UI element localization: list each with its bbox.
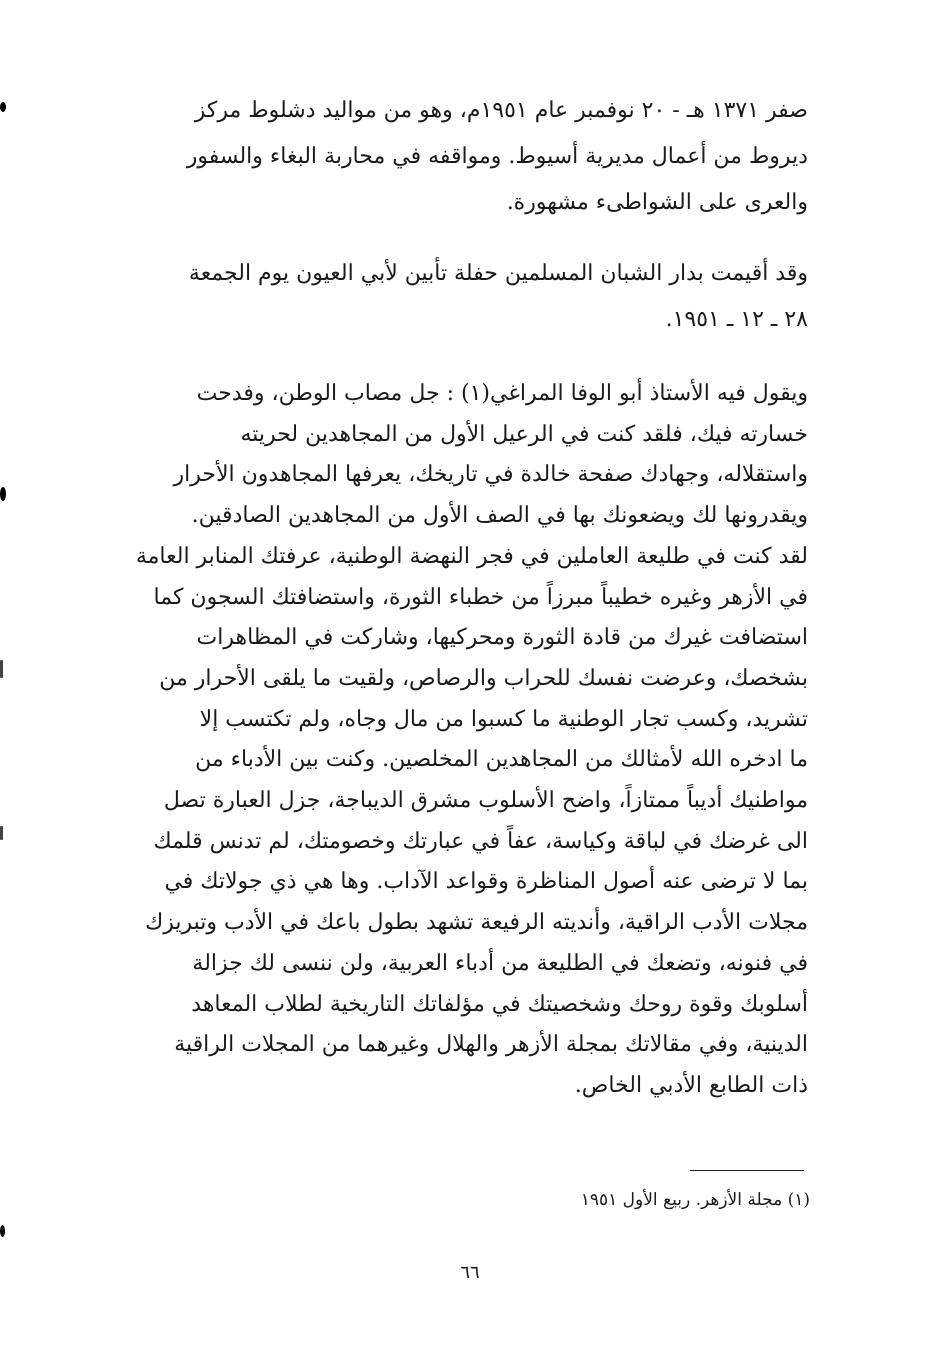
paragraph-2 <box>108 251 808 343</box>
scan-edge-mark <box>0 1225 5 1237</box>
text-line: ما ادخره الله لأمثالك من المجاهدين المخلصين. وكنت بين الأدباء من <box>195 747 808 773</box>
text-line: الى غرضك في لباقة وكياسة، عفاً في عبارتك وخصومتك، لم تدنس قلمك <box>153 828 808 854</box>
text-line: لقد كنت في طليعة العاملين في فجر النهضة الوطنية، عرفتك المنابر العامة <box>135 543 808 569</box>
scan-edge-mark <box>0 487 6 501</box>
paragraph-3 <box>108 374 808 1107</box>
scan-edge-mark <box>0 660 3 678</box>
text-line: وقد أقيمت بدار الشبان المسلمين حفلة تأبين لأبي العيون يوم الجمعة <box>188 261 808 286</box>
text-line: ذات الطابع الأدبي الخاص. <box>574 1072 808 1098</box>
text-line: واستقلاله، وجهادك صفحة خالدة في تاريخك، يعرفها المجاهدون الأحرار <box>173 462 808 488</box>
footnote-separator <box>690 1170 804 1171</box>
paragraph-1 <box>108 88 808 226</box>
text-line: بما لا ترضى عنه أصول المناظرة وقواعد الآداب. وها هي ذي جولاتك في <box>164 869 808 895</box>
scan-edge-mark <box>0 826 3 840</box>
text-line: مواطنيك أديباً ممتازاً، واضح الأسلوب مشرق الديباجة، جزل العبارة تصل <box>163 788 808 814</box>
text-line: ويقول فيه الأستاذ أبو الوفا المراغي(١) : جل مصاب الوطن، وفدحت <box>196 381 808 406</box>
text-line: مجلات الأدب الراقية، وأنديته الرفيعة تشهد بطول باعك في الأدب وتبريزك <box>145 910 808 936</box>
text-line: في فنونه، وتضعك في الطليعة من أدباء العربية، ولن ننسى لك جزالة <box>192 950 808 976</box>
scan-edge-mark <box>0 102 6 112</box>
text-line: الدينية، وفي مقالاتك بمجلة الأزهر والهلال وغيرهما من المجلات الراقية <box>174 1032 808 1058</box>
text-line: بشخصك، وعرضت نفسك للحراب والرصاص، ولقيت ما يلقى الأحرار من <box>159 665 808 691</box>
page-number: ٦٦ <box>460 1262 480 1283</box>
text-line: ويقدرونها لك ويضعونك بها في الصف الأول من المجاهدين الصادقين. <box>191 503 808 529</box>
text-line: ٢٨ ـ ١٢ ـ ١٩٥١. <box>665 307 808 332</box>
text-line: في الأزهر وغيره خطيباً مبرزاً من خطباء الثورة، واستضافتك السجون كما <box>153 584 808 610</box>
text-line: تشريد، وكسب تجار الوطنية ما كسبوا من مال وجاه، ولم تكتسب إلا <box>199 706 808 732</box>
footnote: (١) مجلة الأزهر. ربيع الأول ١٩٥١ <box>580 1190 810 1210</box>
text-line: أسلوبك وقوة روحك وشخصيتك في مؤلفاتك التاريخية لطلاب المعاهد <box>191 991 808 1017</box>
text-line: والعرى على الشواطىء مشهورة. <box>506 190 808 215</box>
text-line: استضافت غيرك من قادة الثورة ومحركيها، وشاركت في المظاهرات <box>196 625 808 651</box>
text-line: صفر ١٣٧١ هـ - ٢٠ نوفمبر عام ١٩٥١م، وهو من مواليد دشلوط مركز <box>194 98 808 123</box>
text-line: ديروط من أعمال مديرية أسيوط. ومواقفه في محاربة البغاء والسفور <box>186 144 808 169</box>
text-line: خسارته فيك، فلقد كنت في الرعيل الأول من المجاهدين لحريته <box>240 421 808 447</box>
